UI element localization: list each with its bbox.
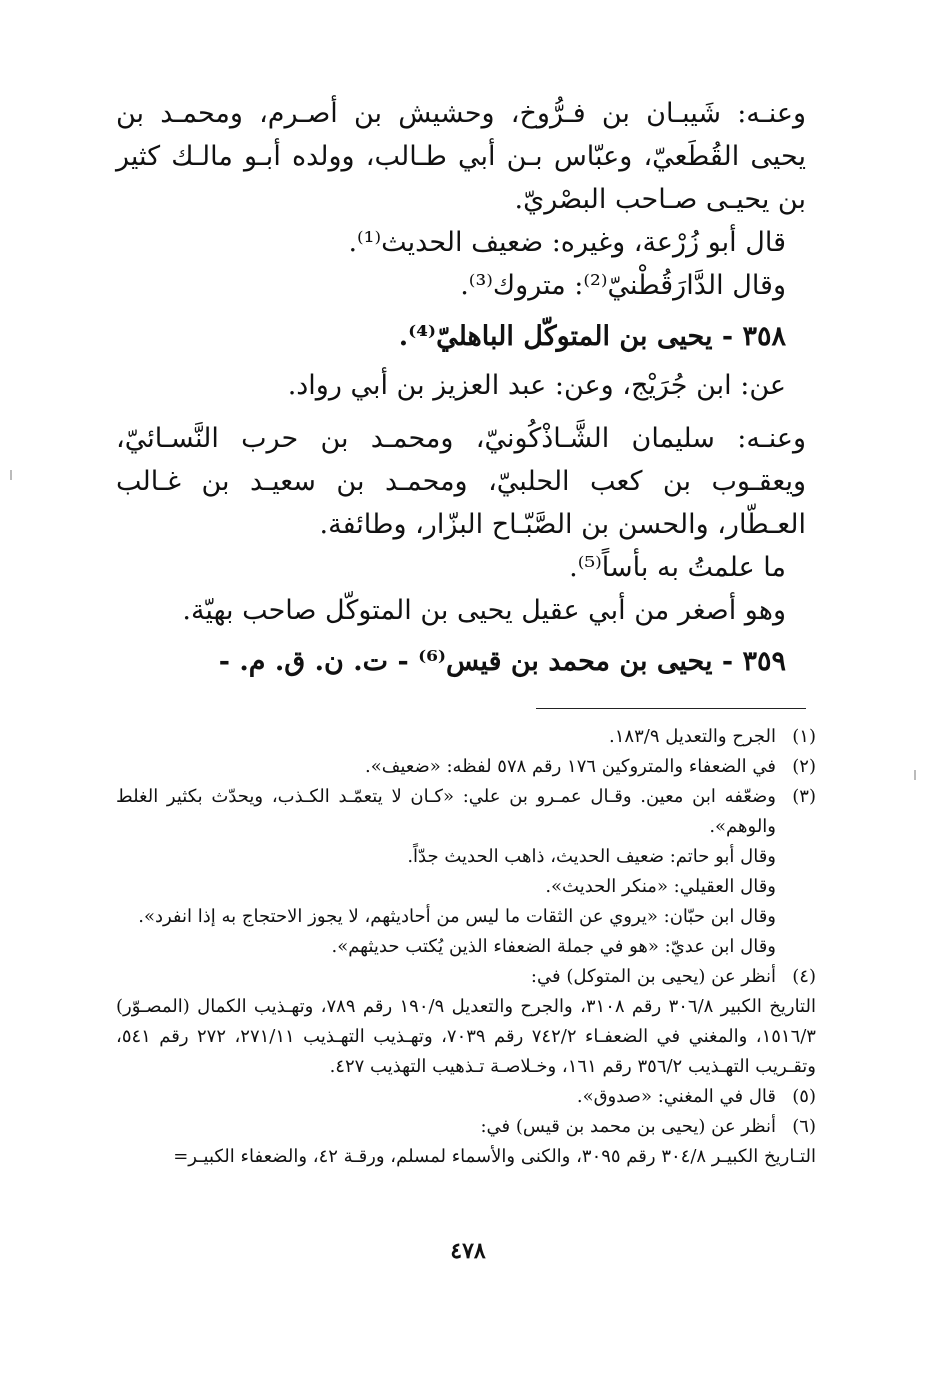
footnote-4 (116, 962, 816, 1082)
footnote-text: أنظر عن (يحيى بن المتوكل) في: (530, 966, 776, 987)
sources-list: التاريخ الكبير ٣٠٦/٨ رقم ٣١٠٨، والجرح والتعديل ١٩٠/٩ رقم ٧٨٩، وتهـذيب الكمال (المصـوّر) ١٥١٦/٣، والمغني في الضعفـاء ٧٤٢/٢ رقم ٧٠٣٩، وتهـذيب التهـذيب ٢٧١/١١، ٢٧٢ رقم ٥٤١، وتقـريب التهـذيب ٣٥٦/٢ رقم ١٦١، وخـلاصـة تـذهيب التهذيب ٤٢٧. (116, 996, 816, 1077)
footnote-body (116, 1112, 816, 1172)
sources-list: التـاريخ الكبيـر ٣٠٤/٨ رقم ٣٠٩٥، والكنى والأسماء لمسلم، ورقـة ٤٢، والضعفاء الكبيـر= (173, 1146, 816, 1167)
footnote-2 (116, 752, 816, 782)
ibn-hibban-line: وقال ابن حبّان: «يروي عن الثقات ما ليس من أحاديثهم، لا يجوز الاحتجاج به إذا انفرد». (138, 906, 776, 927)
footnote-number: (١) (792, 726, 816, 747)
main-text (116, 92, 806, 689)
footnote-text: وضعّفه ابن معين. وقـال عمـرو بن علي: «كـان لا يتعمّـد الكـذب، ويحدّث بكثير الغلط والوهم». (116, 786, 776, 837)
footnote-1 (116, 722, 816, 752)
narrators-from-paragraph: وعنـه: شَيبـان بن فـرُّوخ، وحشيش بن أصـرم، ومحمـد بن يحيى القُطَعيّ، وعبّاس بـن أبي طـالب، وولده أبـو مالـك كثير بن يحيـى صـاحب البصْريّ. (116, 98, 806, 215)
age-comparison-line: وهو أصغر من أبي عقيل يحيى بن المتوكّل صاحب بهيّة. (182, 595, 786, 626)
uqayli-line: وقال العقيلي: «منكر الحديث». (545, 876, 776, 897)
footnote-6 (116, 1112, 816, 1172)
narrators-from-paragraph-2: وعنـه: سليمان الشَّـاذْكُونيّ، ومحمـد بن حرب النَّسـائيّ، ويعقـوب بن كعب الحلبيّ، ومحمـد بن سعيـد بن غـالب العـطّار، والحسن بن الصَّبّـاح البزّار، وطائفة. (116, 423, 806, 540)
footnote-number: (٥) (792, 1086, 816, 1107)
page-number: ٤٧٨ (450, 1238, 486, 1264)
entry-heading-359: ٣٥٩ - يحيى بن محمد بن قيس⁽⁶⁾ - ت. ن. ق. م. - (218, 646, 786, 677)
footnote-number: (٦) (792, 1116, 816, 1137)
entry-heading-358: ٣٥٨ - يحيى بن المتوكّل الباهليّ⁽⁴⁾. (398, 321, 786, 352)
footnote-body (116, 782, 776, 962)
abu-zura-statement: قال أبو زُرْعة، وغيره: ضعيف الحديث⁽¹⁾. (348, 227, 786, 258)
footnote-text: الجرح والتعديل ١٨٣/٩. (609, 726, 776, 747)
footnote-number: (٣) (792, 786, 816, 807)
footnote-number: (٢) (792, 756, 816, 777)
ibn-adi-line: وقال ابن عديّ: «هو في جملة الضعفاء الذين يُكتب حديثهم». (331, 936, 776, 957)
scan-mark (10, 470, 12, 480)
footnote-5 (116, 1082, 816, 1112)
assessment-line: ما علمتُ به بأساً⁽⁵⁾. (569, 552, 786, 583)
abu-hatim-line: وقال أبو حاتم: ضعيف الحديث، ذاهب الحديث جدّاً. (407, 846, 776, 867)
footnote-text: في الضعفاء والمتروكين ١٧٦ رقم ٥٧٨ لفظه: «ضعيف». (364, 756, 776, 777)
footnote-separator (536, 708, 806, 709)
footnote-3 (116, 782, 816, 962)
scan-mark (914, 770, 916, 780)
footnote-body (116, 962, 816, 1082)
footnote-text: قال في المغني: «صدوق». (576, 1086, 776, 1107)
narrated-from-line: عن: ابن جُرَيْج، وعن: عبد العزيز بن أبي رواد. (287, 370, 786, 401)
footnote-text: أنظر عن (يحيى بن محمد بن قيس) في: (480, 1116, 776, 1137)
footnotes (116, 722, 816, 1172)
footnote-number: (٤) (792, 966, 816, 987)
daraqutni-statement: وقال الدَّارَقُطْنيّ⁽²⁾: متروك⁽³⁾. (460, 270, 786, 301)
